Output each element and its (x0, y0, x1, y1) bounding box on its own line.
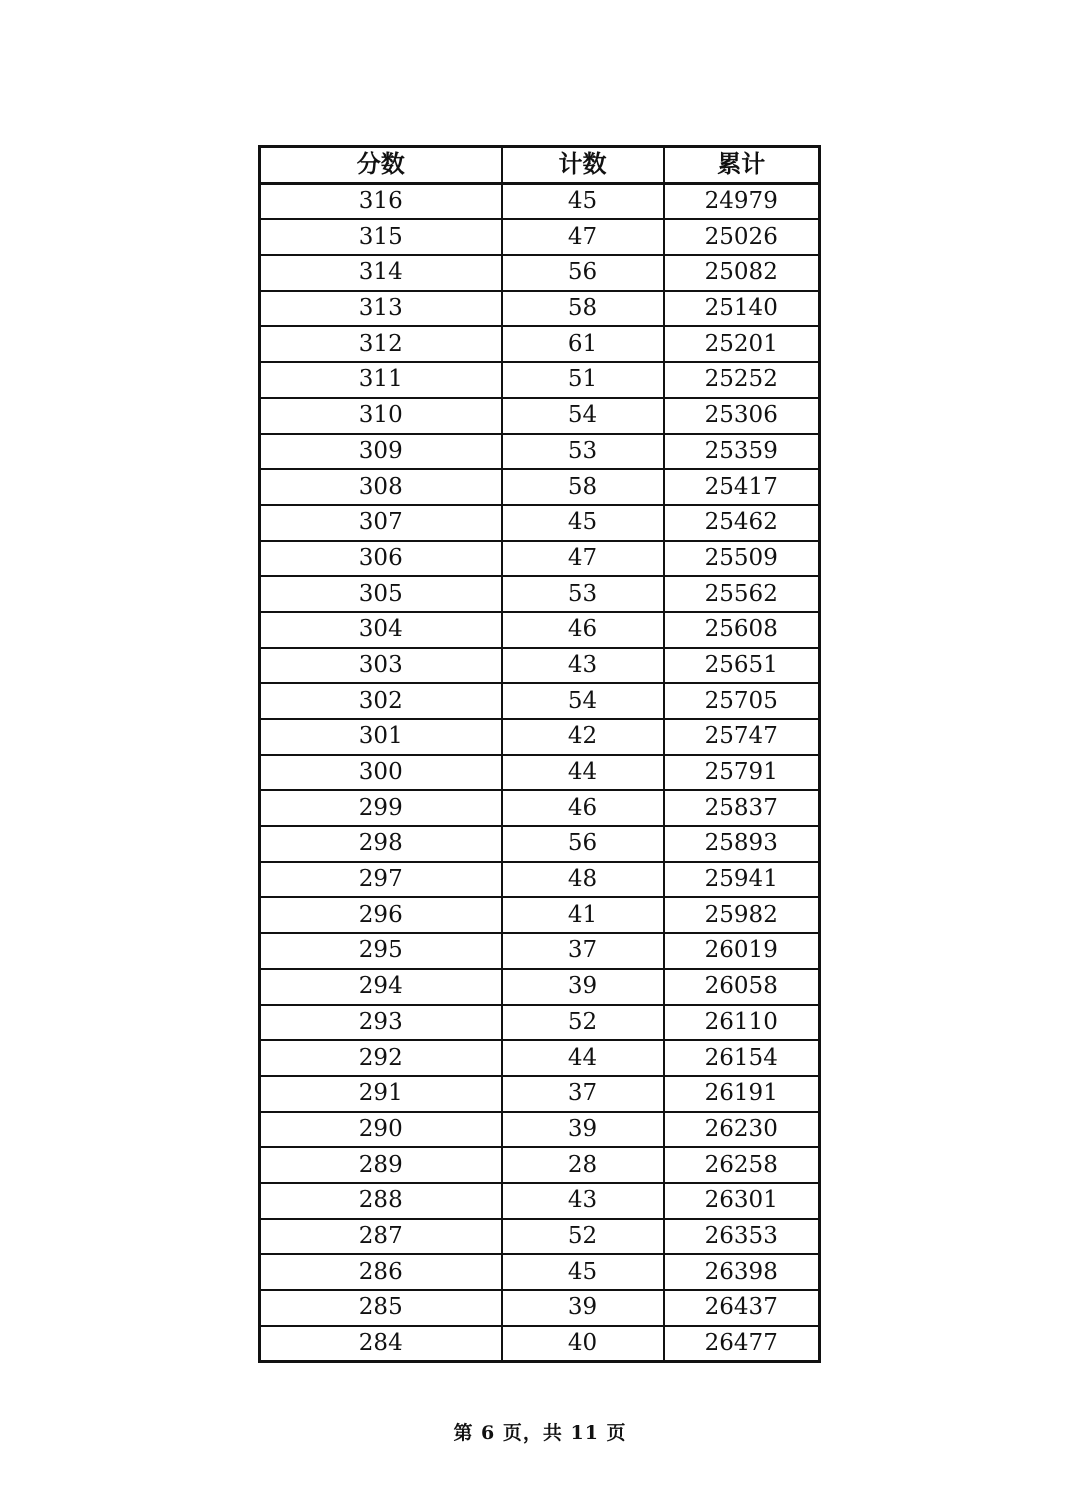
table-row (260, 505, 820, 541)
cell-cumulative: 25747 (664, 719, 820, 755)
cell-score: 309 (260, 434, 502, 470)
cell-count: 46 (502, 612, 664, 648)
table-row (260, 790, 820, 826)
table-row (260, 255, 820, 291)
cell-cumulative: 25359 (664, 434, 820, 470)
table-row (260, 1219, 820, 1255)
cell-cumulative: 25608 (664, 612, 820, 648)
cell-score: 297 (260, 862, 502, 898)
cell-score: 296 (260, 897, 502, 933)
table-row (260, 541, 820, 577)
cell-count: 37 (502, 1076, 664, 1112)
cell-count: 45 (502, 1254, 664, 1290)
table-row (260, 1040, 820, 1076)
table-row (260, 1147, 820, 1183)
table-row (260, 862, 820, 898)
cell-count: 58 (502, 291, 664, 327)
table-row (260, 219, 820, 255)
table-row (260, 826, 820, 862)
cell-cumulative: 26058 (664, 969, 820, 1005)
cell-count: 56 (502, 255, 664, 291)
cell-score: 286 (260, 1254, 502, 1290)
table-row (260, 434, 820, 470)
table-row (260, 1076, 820, 1112)
cell-cumulative: 25509 (664, 541, 820, 577)
cell-cumulative: 26154 (664, 1040, 820, 1076)
cell-cumulative: 25705 (664, 683, 820, 719)
cell-count: 48 (502, 862, 664, 898)
cell-count: 37 (502, 933, 664, 969)
cell-score: 292 (260, 1040, 502, 1076)
table-row (260, 969, 820, 1005)
cell-score: 311 (260, 362, 502, 398)
cell-score: 288 (260, 1183, 502, 1219)
cell-score: 301 (260, 719, 502, 755)
cell-score: 304 (260, 612, 502, 648)
cell-cumulative: 26301 (664, 1183, 820, 1219)
cell-score: 293 (260, 1005, 502, 1041)
cell-cumulative: 26437 (664, 1290, 820, 1326)
cell-score: 299 (260, 790, 502, 826)
cell-score: 305 (260, 576, 502, 612)
cell-cumulative: 25651 (664, 648, 820, 684)
cell-cumulative: 24979 (664, 183, 820, 219)
cell-count: 44 (502, 1040, 664, 1076)
cell-score: 312 (260, 326, 502, 362)
table-row (260, 1183, 820, 1219)
cell-score: 314 (260, 255, 502, 291)
table-row (260, 1254, 820, 1290)
cell-cumulative: 25082 (664, 255, 820, 291)
cell-count: 44 (502, 755, 664, 791)
header-score: 分数 (260, 147, 502, 184)
cell-score: 298 (260, 826, 502, 862)
score-distribution-table (258, 145, 821, 1363)
cell-cumulative: 25026 (664, 219, 820, 255)
page-number-footer: 第 6 页，共 11 页 (453, 1422, 627, 1444)
cell-cumulative: 26477 (664, 1326, 820, 1362)
table-row (260, 183, 820, 219)
cell-count: 39 (502, 1290, 664, 1326)
cell-score: 315 (260, 219, 502, 255)
cell-cumulative: 26258 (664, 1147, 820, 1183)
table-row (260, 398, 820, 434)
cell-cumulative: 26191 (664, 1076, 820, 1112)
table-row (260, 612, 820, 648)
cell-cumulative: 25462 (664, 505, 820, 541)
cell-cumulative: 26230 (664, 1112, 820, 1148)
cell-count: 39 (502, 969, 664, 1005)
cell-count: 61 (502, 326, 664, 362)
cell-cumulative: 25893 (664, 826, 820, 862)
cell-cumulative: 25417 (664, 469, 820, 505)
table-row (260, 1326, 820, 1362)
cell-score: 307 (260, 505, 502, 541)
cell-count: 45 (502, 505, 664, 541)
table-row (260, 326, 820, 362)
table-row (260, 576, 820, 612)
cell-score: 287 (260, 1219, 502, 1255)
cell-count: 58 (502, 469, 664, 505)
cell-count: 42 (502, 719, 664, 755)
table-row (260, 648, 820, 684)
table-row (260, 719, 820, 755)
header-count: 计数 (502, 147, 664, 184)
cell-score: 303 (260, 648, 502, 684)
cell-count: 52 (502, 1219, 664, 1255)
cell-score: 285 (260, 1290, 502, 1326)
cell-score: 302 (260, 683, 502, 719)
cell-cumulative: 25252 (664, 362, 820, 398)
cell-count: 46 (502, 790, 664, 826)
cell-count: 43 (502, 1183, 664, 1219)
table-row (260, 755, 820, 791)
cell-cumulative: 26398 (664, 1254, 820, 1290)
cell-cumulative: 25982 (664, 897, 820, 933)
cell-score: 300 (260, 755, 502, 791)
header-cumulative: 累计 (664, 147, 820, 184)
cell-count: 53 (502, 434, 664, 470)
cell-cumulative: 26110 (664, 1005, 820, 1041)
table-body (260, 183, 820, 1362)
cell-score: 308 (260, 469, 502, 505)
table-row (260, 897, 820, 933)
cell-cumulative: 25140 (664, 291, 820, 327)
cell-count: 56 (502, 826, 664, 862)
cell-count: 28 (502, 1147, 664, 1183)
cell-cumulative: 25791 (664, 755, 820, 791)
table-row (260, 362, 820, 398)
table-row (260, 933, 820, 969)
cell-count: 45 (502, 183, 664, 219)
cell-cumulative: 25941 (664, 862, 820, 898)
cell-cumulative: 25837 (664, 790, 820, 826)
cell-count: 40 (502, 1326, 664, 1362)
cell-count: 47 (502, 541, 664, 577)
cell-count: 53 (502, 576, 664, 612)
table-row (260, 291, 820, 327)
table-header-row (260, 147, 820, 184)
cell-cumulative: 26353 (664, 1219, 820, 1255)
cell-count: 51 (502, 362, 664, 398)
cell-count: 54 (502, 683, 664, 719)
cell-cumulative: 26019 (664, 933, 820, 969)
cell-score: 294 (260, 969, 502, 1005)
cell-score: 289 (260, 1147, 502, 1183)
table-row (260, 683, 820, 719)
cell-score: 313 (260, 291, 502, 327)
cell-count: 47 (502, 219, 664, 255)
cell-score: 316 (260, 183, 502, 219)
cell-count: 39 (502, 1112, 664, 1148)
cell-score: 310 (260, 398, 502, 434)
cell-cumulative: 25306 (664, 398, 820, 434)
cell-cumulative: 25201 (664, 326, 820, 362)
table-row (260, 1112, 820, 1148)
cell-score: 306 (260, 541, 502, 577)
cell-count: 54 (502, 398, 664, 434)
table-row (260, 469, 820, 505)
cell-score: 284 (260, 1326, 502, 1362)
table-row (260, 1290, 820, 1326)
cell-count: 52 (502, 1005, 664, 1041)
cell-cumulative: 25562 (664, 576, 820, 612)
cell-score: 295 (260, 933, 502, 969)
cell-count: 43 (502, 648, 664, 684)
table-row (260, 1005, 820, 1041)
cell-count: 41 (502, 897, 664, 933)
cell-score: 291 (260, 1076, 502, 1112)
cell-score: 290 (260, 1112, 502, 1148)
